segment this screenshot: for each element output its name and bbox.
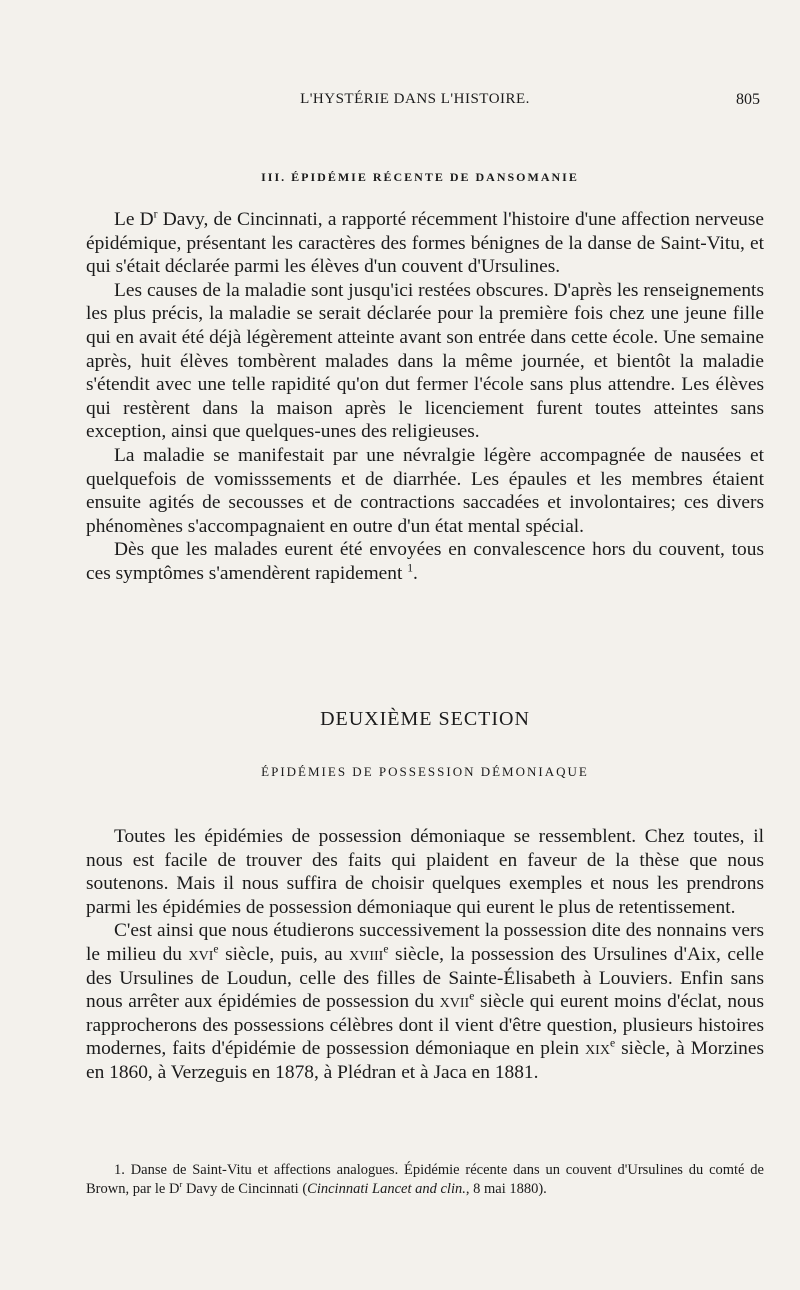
century-numeral: xix xyxy=(585,1038,610,1060)
page-number: 805 xyxy=(736,91,760,108)
text-run: siècle, la possession des Ursulines d'Aix, celle des Ursulines de Loudun, celle des filles de Sainte-Élisabeth à Louviers. Enfin sans nous arrêter aux épidémies de possession du xyxy=(86,943,764,1013)
journal-title: Cincinnati Lancet and clin. xyxy=(307,1181,466,1197)
text-run: siècle, à Morzines en 1860, à Verzeguis en 1878, à Plédran et à Jaca en 1881. xyxy=(86,1038,764,1083)
superscript: r xyxy=(179,1179,183,1190)
section-iii-body xyxy=(86,208,764,586)
superscript: e xyxy=(383,942,389,956)
footnote-marker: 1 xyxy=(407,561,414,575)
text-run: Davy de Cincinnati ( xyxy=(182,1181,308,1197)
superscript: e xyxy=(469,989,475,1003)
text-run: Dès que les malades eurent été envoyées en convalescence hors du couvent, tous ces symptômes s'amendèrent rapidement xyxy=(86,539,764,584)
text-run: 1. Danse de Saint-Vitu et affections analogues. Épidémie récente dans un couvent d'Ursulines du comté de Brown, par le D xyxy=(86,1162,764,1197)
part-title: DEUXIÈME SECTION xyxy=(320,708,530,730)
paragraph xyxy=(86,919,764,1084)
text-run: C'est ainsi que nous étudierons successivement la possession dite des nonnains vers le milieu du xyxy=(86,920,764,965)
text-run: siècle qui eurent moins d'éclat, nous rapprocherons des possessions célèbres dont il vient d'être question, plusieurs histoires modernes, faits d'épidémie de possession démoniaque en plein xyxy=(86,991,764,1060)
part-two-body xyxy=(86,825,764,1085)
section-heading: III. ÉPIDÉMIE RÉCENTE DE DANSOMANIE xyxy=(261,170,579,184)
footnote-text xyxy=(86,1161,764,1199)
superscript: e xyxy=(609,1036,616,1050)
part-subtitle: ÉPIDÉMIES DE POSSESSION DÉMONIAQUE xyxy=(261,764,589,779)
paragraph xyxy=(86,538,764,585)
century-numeral: xvi xyxy=(188,943,214,965)
text-run: Le D xyxy=(114,209,154,230)
running-title: L'HYSTÉRIE DANS L'HISTOIRE. xyxy=(300,91,530,107)
paragraph: Les causes de la maladie sont jusqu'ici restées obscures. D'après les renseignements les plus précis, la maladie se serait déclarée pour la première fois chez une jeune fille qui en avait été déjà légèrement atteinte avant son entrée dans cette école. Une semaine après, huit élèves tombèrent malades dans la même journée, et bientôt la maladie s'étendit avec une telle rapidité qu'on dut fermer l'école sans plus attendre. Les élèves qui restèrent dans la maison après le licenciement furent toutes atteintes sans exception, ainsi que quelques-unes des religieuses. xyxy=(86,279,764,443)
paragraph: Toutes les épidémies de possession démoniaque se ressemblent. Chez toutes, il nous est facile de trouver des faits qui plaident en faveur de la thèse que nous soutenons. Mais il nous suffira de choisir quelques exemples et nous les prendrons parmi les épidémies de possession démoniaque qui eurent le plus de retentissement. xyxy=(86,826,764,918)
century-numeral: xviii xyxy=(349,943,384,965)
footnote xyxy=(86,1161,764,1199)
text-run: , 8 mai 1880). xyxy=(465,1181,547,1197)
superscript: e xyxy=(213,942,219,956)
paragraph: La maladie se manifestait par une névralgie légère accompagnée de nausées et quelquefois de vomisssements et de diarrhée. Les épaules et les membres étaient ensuite agités de secousses et de contractions saccadées et involontaires; ces divers phénomènes s'accompagnaient en outre d'un état mental spécial. xyxy=(86,444,764,537)
paragraph xyxy=(86,208,764,279)
text-run: Davy, de Cincinnati, a rapporté récemment l'histoire d'une affection nerveuse épidémique, présentant les caractères des formes bénignes de la danse de Saint-Vitu, et qui s'était déclarée parmi les élèves d'un couvent d'Ursulines. xyxy=(86,209,764,278)
century-numeral: xvii xyxy=(439,991,470,1013)
text-run: siècle, puis, au xyxy=(218,943,350,965)
superscript: r xyxy=(153,207,158,221)
text-run: . xyxy=(413,562,418,584)
